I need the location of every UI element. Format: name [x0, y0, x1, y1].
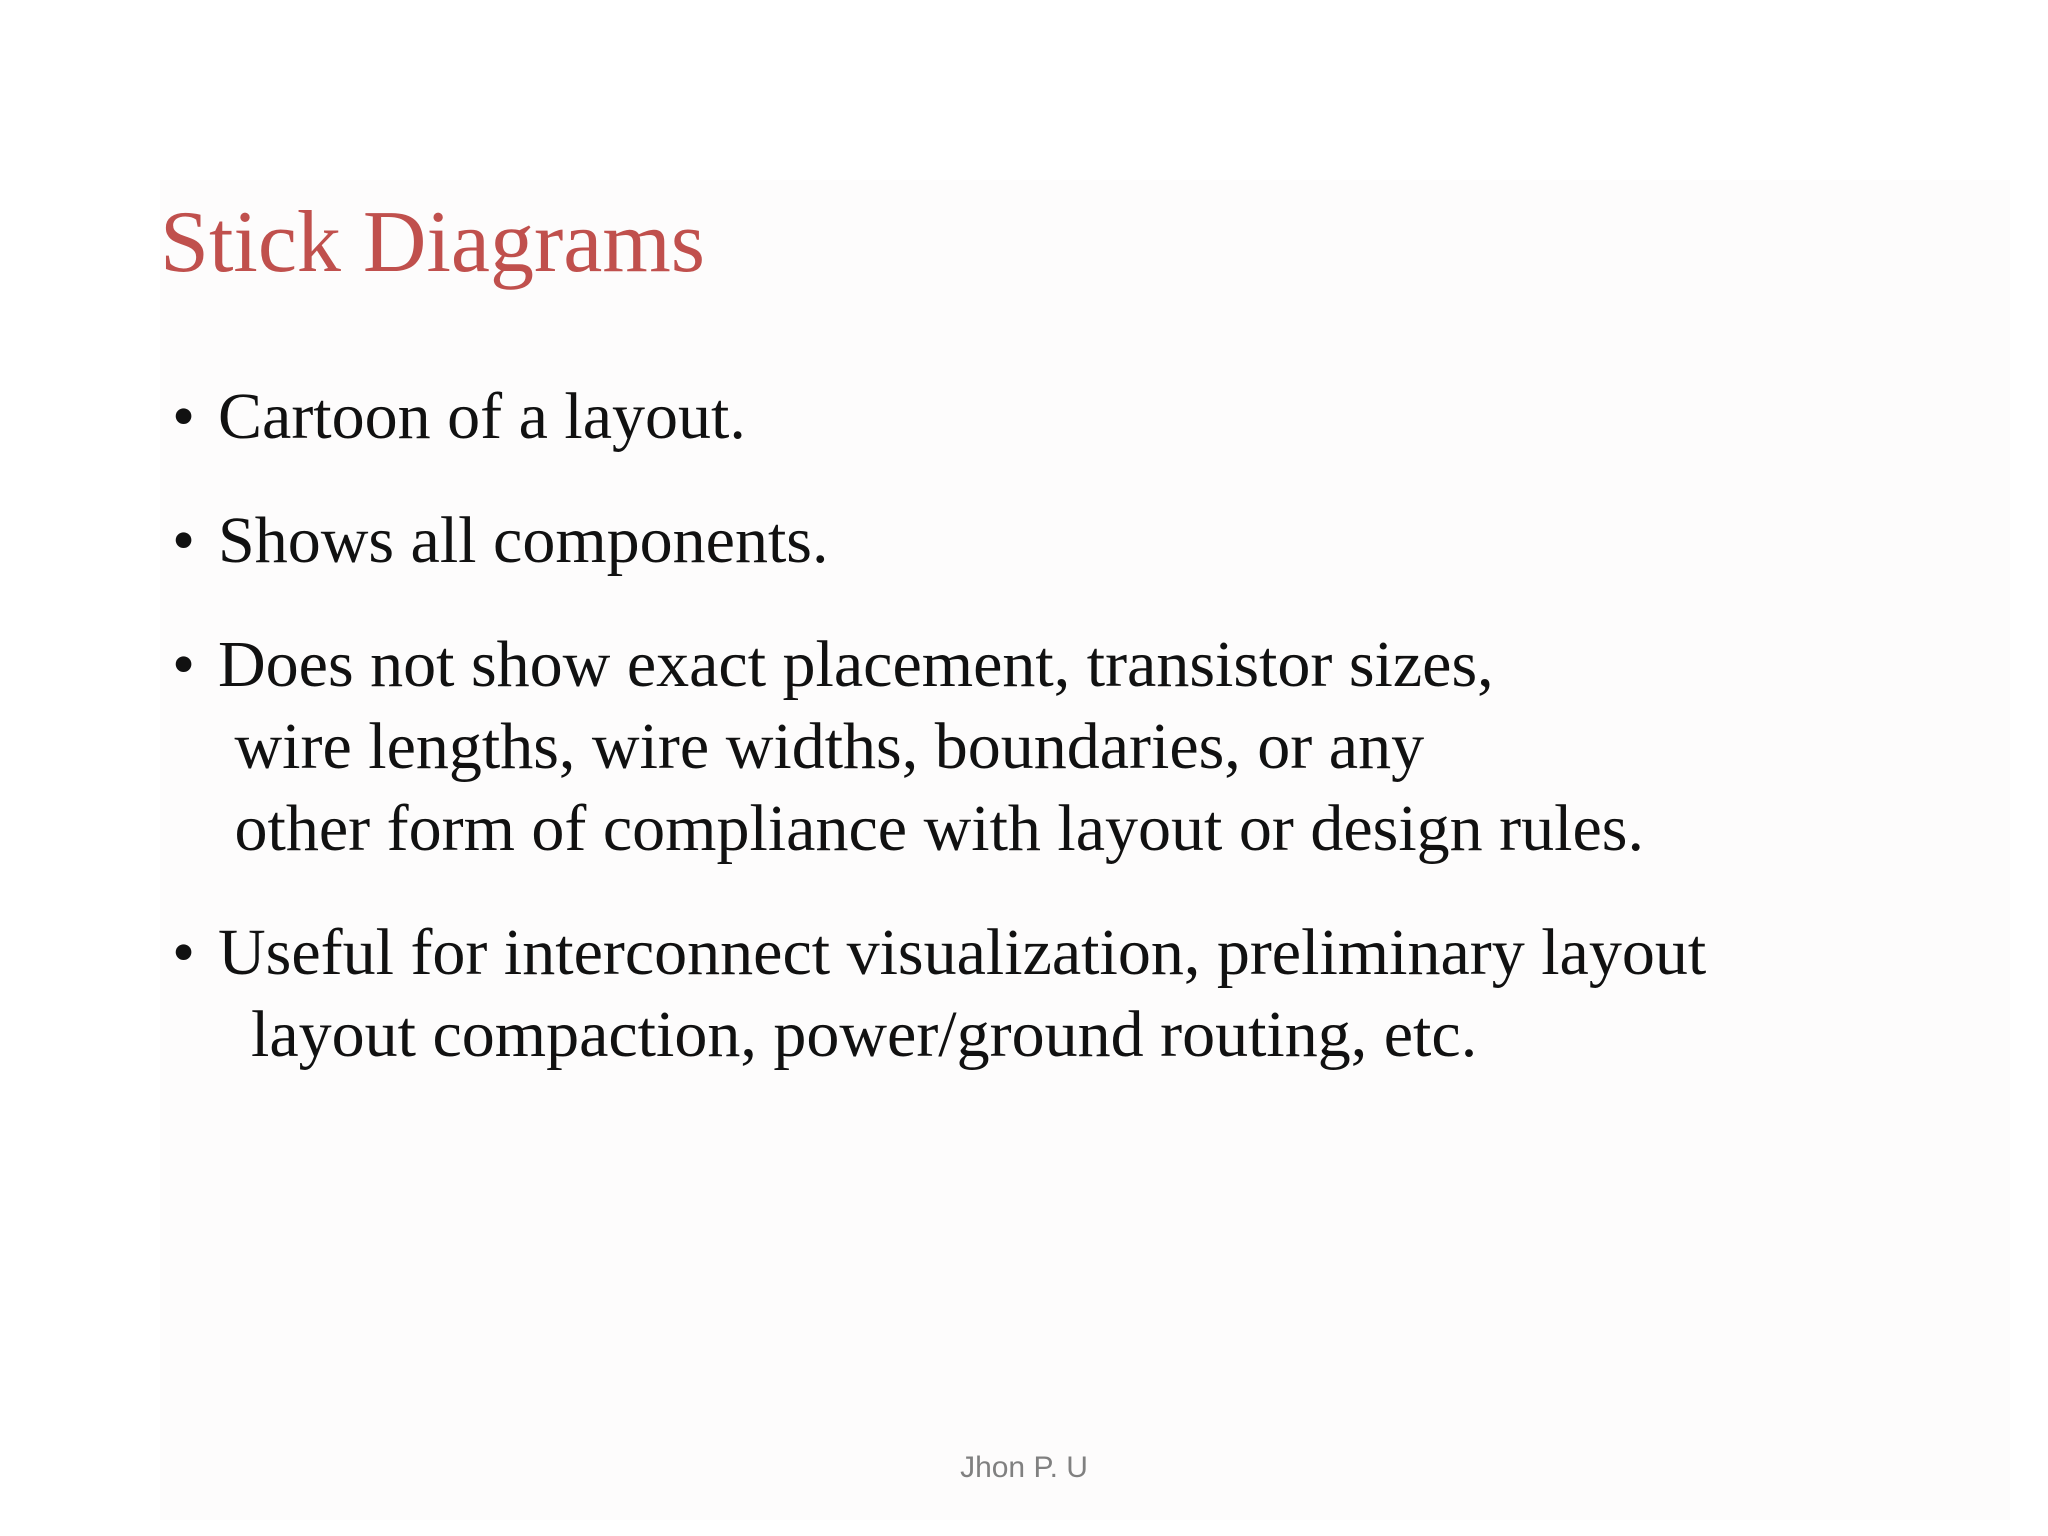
bullet-item: [172, 624, 1992, 870]
bullet-item: [172, 376, 1992, 458]
bullet-list: [172, 376, 1992, 1076]
bullet-text: Does not show exact placement, transistor sizes, wire lengths, wire widths, boundaries, or any other form of compliance with layout or design rules.: [218, 628, 1644, 865]
bullet-text: Useful for interconnect visualization, preliminary layout layout compaction, power/ground routing, etc.: [218, 916, 1707, 1071]
bullet-marker: •: [172, 628, 196, 701]
bullet-item: [172, 912, 1992, 1076]
bullet-text: Shows all components.: [218, 504, 829, 577]
bullet-marker: •: [172, 916, 196, 989]
bullet-text: Cartoon of a layout.: [218, 380, 746, 453]
bullet-marker: •: [172, 504, 196, 577]
footer-author: Jhon P. U: [960, 1451, 1088, 1484]
bullet-item: [172, 500, 1992, 582]
bullet-marker: •: [172, 380, 196, 453]
slide-title: Stick Diagrams: [160, 194, 706, 291]
